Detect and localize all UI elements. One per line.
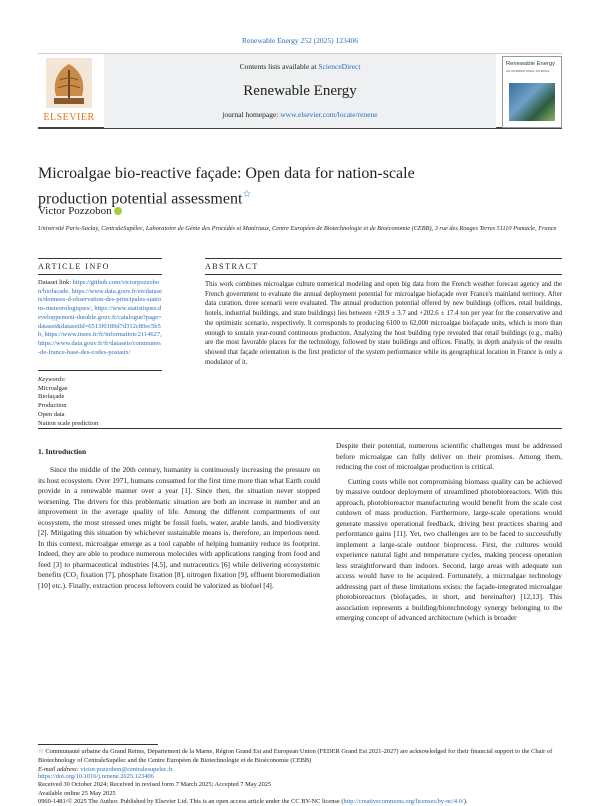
- keyword-item: Open data: [38, 410, 65, 418]
- article-title: [38, 163, 478, 209]
- publication-info: [38, 773, 562, 806]
- intro-right-paragraph-2: Cutting costs while not compromising biomass quality can be achieved by massive outdoor deployment of streamlined photobioreactors. With this approach, photobioreactor manufacturing would benefit from the scale cost cutdown of mass production. Furthermore, large-scale operations would generate massive operational feedback, driving best practices sharing and performance gains [11]. Yet, two challenges are to be faced to successfully implement a large-scale outdoor bioprocess. First, the cultures would experience natural light and temperature cycles, making process operation less straightforward than indoors. Second, large areas with adequate sun access would have to be acquired. Fortunately, a microalgae technology addressing part of these limitations exists: the façade-integrated microalgae photobioreactors (biofaçades, in short, and hereinafter) [12,13]. This association represents a building/biotechnology synergy belonging to the emerging concept of advanced architecture (which is broader: [336, 476, 562, 622]
- masthead: [38, 53, 562, 129]
- footnote-text: Communauté urbaine du Grand Reims, Département de la Marne, Région Grand Est and European Union (FEDER Grand Est 2021-2027) are acknowledged for their financial support to the Chair of Biotechnology of CentraleSupélec and the Centre Européen de Biotechnologie et de Bioéconomie (CEBB): [38, 748, 553, 764]
- section-heading-introduction: 1. Introduction: [38, 447, 87, 456]
- contents-line: [104, 62, 496, 71]
- license-line: [38, 798, 562, 806]
- journal-title: Renewable Energy: [243, 83, 357, 99]
- available-online: Available online 25 May 2025: [38, 789, 116, 797]
- license-prefix: 0960-1481/© 2025 The Author. Published by Elsevier Ltd. This is an open access article under the CC BY-NC license (: [38, 797, 344, 805]
- footnote: [38, 748, 562, 774]
- email-link[interactable]: victor.pozzobon@centralesupelec.fr.: [80, 765, 174, 773]
- homepage-link[interactable]: www.elsevier.com/locate/renene: [280, 110, 378, 119]
- sciencedirect-link[interactable]: ScienceDirect: [318, 62, 361, 71]
- cover-image: [509, 83, 555, 121]
- contents-prefix: Contents lists available at: [239, 62, 319, 71]
- dataset-links: [38, 279, 162, 357]
- publisher-name: ELSEVIER: [43, 112, 95, 123]
- keyword-item: Microalgae: [38, 384, 68, 392]
- author: [38, 205, 122, 217]
- keyword-item: Biofaçade: [38, 393, 65, 401]
- keywords-divider: [38, 370, 162, 371]
- title-footnote-marker[interactable]: ☆: [242, 189, 252, 200]
- dataset-label: Dataset link:: [38, 279, 73, 286]
- affiliation: Université Paris-Saclay, CentraleSupélec, Laboratoire de Génie des Procédés et Matériaux, Centre Européen de Biotechnologie et de Bioéconomie (CEBB), 3 rue des Rouges Terres 51110 Pomacle, France: [38, 225, 557, 232]
- keyword-item: Production: [38, 402, 67, 410]
- keywords-block: [38, 376, 162, 428]
- article-info-heading: ARTICLE INFO: [38, 262, 110, 271]
- article-info-rule: [38, 274, 162, 275]
- footnote-marker: ☆: [38, 748, 44, 755]
- abstract-rule: [205, 274, 562, 275]
- journal-reference[interactable]: Renewable Energy 252 (2025) 123406: [241, 36, 359, 45]
- dataset-link-list[interactable]: https://github.com/victorpozzobon/biofacade, https://www.data.gouv.fr/en/datasets/donnees-d-observation-des-principales-stations-meteorologiques/, https://www.statistiques.developpement-durable.gouv.fr/catalogue?page=dataset&datasetId=6513f0189d7d312c80ec5b5b, https://www.insee.fr/fr/information/2114627, https://www.data.gouv.fr/fr/datasets/communes-de-france-base-des-codes-postaux/: [38, 279, 162, 356]
- keyword-item: Nation scale prediction: [38, 419, 99, 427]
- title-text: Microalgae bio-reactive façade: Open data for nation-scale production potential assessment: [38, 165, 415, 208]
- intro-right-paragraph-1: Despite their potential, numerous scientific challenges must be addressed before microalgae can fully deliver on their promises. Among them, reducing the cost of microalgae production is critical.: [336, 441, 562, 471]
- received-dates: Received 30 October 2024; Received in revised form 7 March 2025; Accepted 7 May 2025: [38, 781, 272, 789]
- footnote-divider: [38, 744, 158, 745]
- keywords-label: Keywords:: [38, 376, 66, 383]
- intro-right-column: [336, 441, 562, 624]
- author-name[interactable]: Victor Pozzobon: [38, 205, 112, 217]
- cover-subtitle: AN INTERNATIONAL JOURNAL: [506, 68, 550, 73]
- orcid-icon[interactable]: [114, 207, 122, 215]
- cover-title: Renewable Energy: [506, 61, 555, 67]
- body-divider: [38, 428, 562, 429]
- abstract-text: This work combines microalgae culture numerical modeling and open big data from the French weather forecast agency and the French government to evaluate the annual deployment potential for microalgae biofaçade over France's mainland territory. After data curation, three scenarii were evaluated. The annual production potential offered by new buildings (offices, retail buildings, hotels, industrial buildings, and state buildings) lies between +28.9 ± 3.7 and +202.6 ± 17.4 ton per year for the conservative and the optimistic scenario, respectively. It corresponds to producing 6100 to 62,000 microalgae biofaçade units, which is more than enough to sustain year-round continuous production. Analyzing the host building type revealed that retail buildings (e.g., malls) are the most favorable places for the technology, followed by state buildings and offices. Finally, in depth analysis of the results showed that façade orientation is the first predictor of the system performance while its geographical location in France is only a modulator of it.: [205, 281, 562, 366]
- doi-link[interactable]: https://doi.org/10.1016/j.renene.2025.123406: [38, 773, 154, 780]
- journal-homepage: [104, 110, 496, 119]
- masthead-center: [104, 54, 496, 128]
- journal-cover: [502, 56, 562, 128]
- elsevier-logo: [38, 56, 100, 128]
- intro-left-column: Since the middle of the 20th century, humanity is continuously increasing the pressure on its host ecosystem. Over 1971, humans consumed for the first time more than what Earth could provide in a renewable manner over a year [1]. Since then, the situation never stopped worsening. The drivers for this problematic situation are both an increase in number and an improvement in the average quality of life. Among the different compartments of our ecosystem, the most stressed ones might be fossil fuels, water, arable lands, and biodiversity [2]. Mitigating this situation by whichever sustainable means is, therefore, an imperious need. In this context, microalgae emerge as a tool capable of helping humanity reduce its footprint. Indeed, they are able to produce numerous molecules with applications ranging from food and feed [3] to pharmaceutical industries [4,5], and nutraceutics [6] while delivering ecosystemic benefits (CO₂ fixation [7], phosphate fixation [8], nitrogen fixation [9], effluent bioremediation [10] etc.). Finally, extraction process leftovers could be valorized as biofuel [4].: [38, 465, 320, 590]
- license-link[interactable]: http://creativecommons.org/licenses/by-nc/4.0/: [343, 797, 464, 805]
- abstract-divider: [205, 258, 562, 259]
- abstract-heading: ABSTRACT: [205, 262, 259, 271]
- email-label: E-mail address:: [38, 765, 81, 773]
- license-suffix: ).: [463, 797, 468, 805]
- article-info-divider: [38, 258, 162, 259]
- homepage-prefix: journal homepage:: [222, 110, 281, 119]
